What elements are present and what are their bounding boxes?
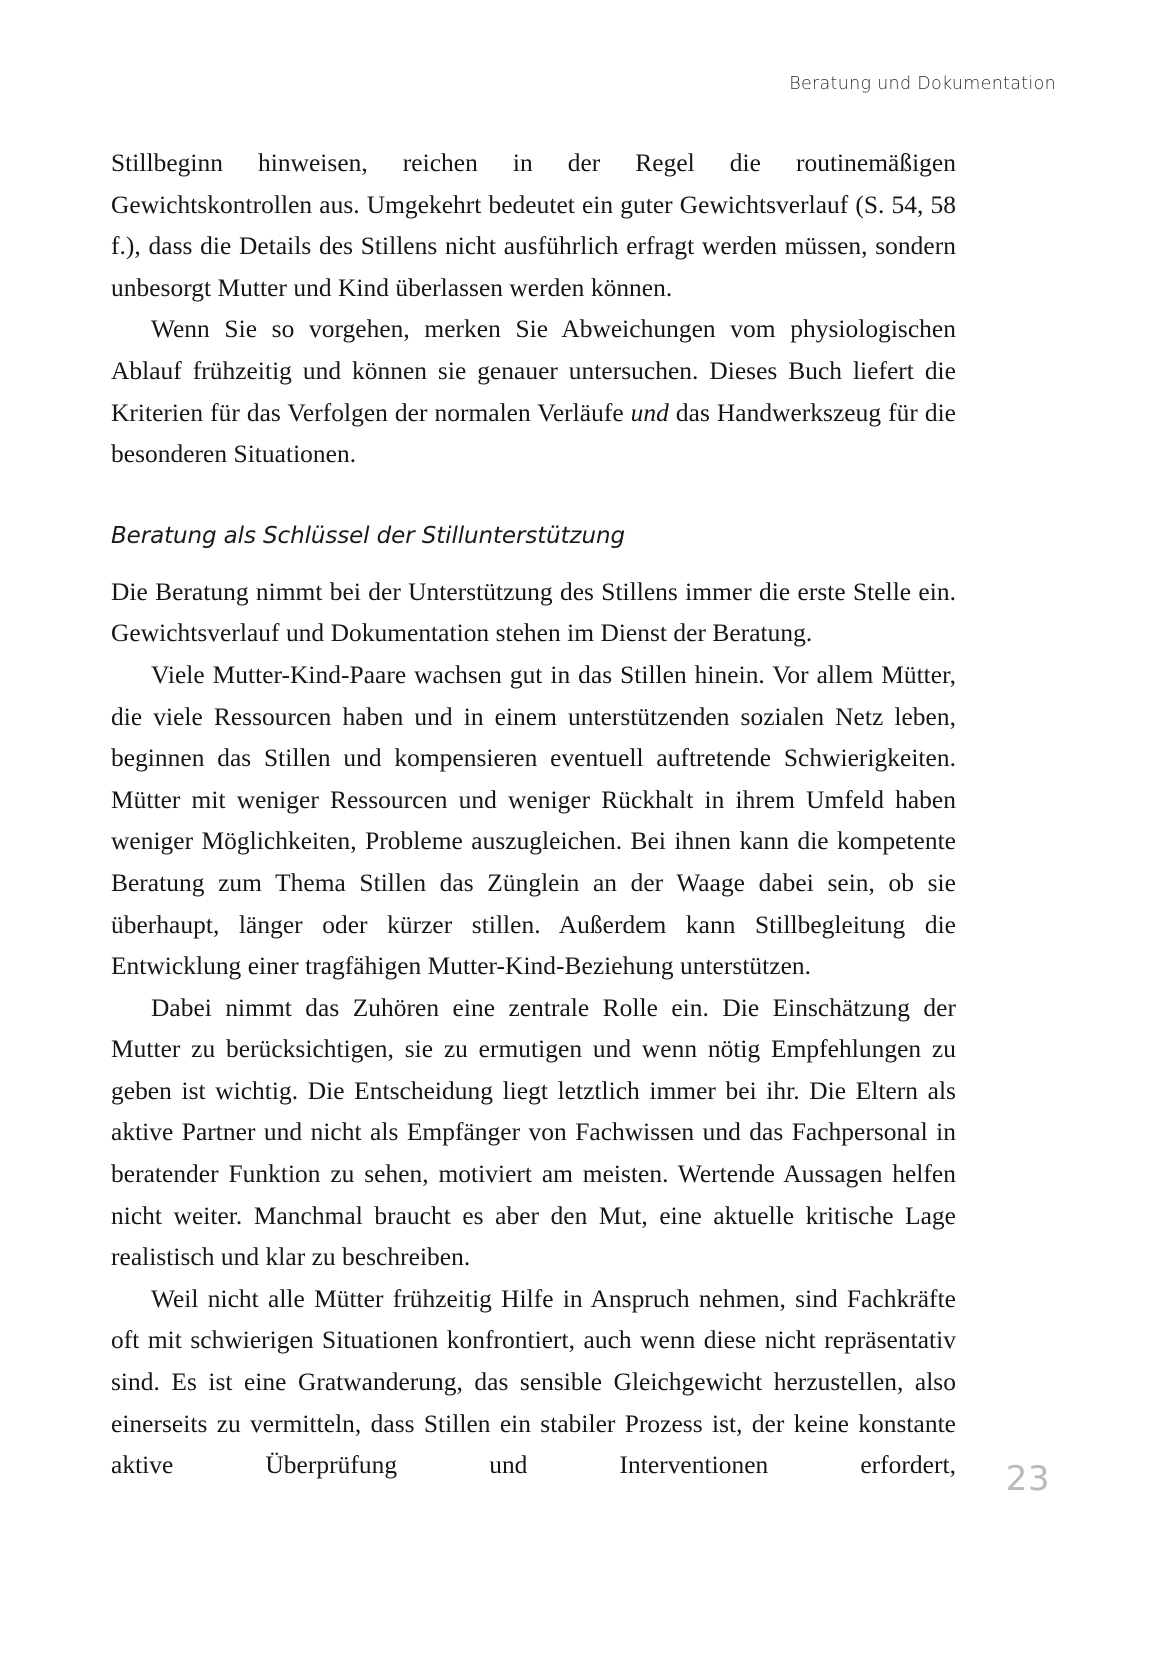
page-number: 23 — [1005, 1459, 1050, 1499]
paragraph-2-part-b: das Handwerkszeug für die besonderen Situationen. — [111, 398, 956, 469]
paragraph-3: Die Beratung nimmt bei der Unterstützung des Stillens immer die erste Stelle ein. Gewichtsverlauf und Dokumentation stehen im Dienst der Beratung. — [111, 577, 956, 648]
emphasis-und: und — [630, 398, 669, 427]
paragraph-2 — [111, 309, 956, 475]
spacer-after-subheading — [111, 552, 956, 572]
paragraph-2-part-a: Wenn Sie so vorgehen, merken Sie Abweichungen vom physiologischen Ablauf frühzeitig und können sie genauer untersuchen. Dieses Buch liefert die Kriterien für das Verfolgen der normalen Verläufe — [111, 315, 956, 427]
text-column — [111, 143, 956, 1528]
spacer-before-subheading — [111, 476, 956, 520]
paragraph-1: Stillbeginn hinweisen, reichen in der Regel die routinemäßigen Gewichtskontrollen aus. Umgekehrt bedeutet ein guter Gewichtsverlauf (S. 54, 58 f.), dass die Details des Stillens nicht ausführlich erfragt werden müssen, sondern unbesorgt Mutter und Kind überlassen werden können. — [111, 149, 956, 302]
running-head: Beratung und Dokumentation — [789, 74, 1056, 94]
paragraph-4: Viele Mutter-Kind-Paare wachsen gut in das Stillen hinein. Vor allem Mütter, die viele Ressourcen haben und in einem unterstützenden sozialen Netz leben, beginnen das Stillen und kompensieren eventuell auftretende Schwierigkeiten. Mütter mit weniger Ressourcen und weniger Rückhalt in ihrem Umfeld haben weniger Möglichkeiten, Probleme auszugleichen. Bei ihnen kann die kompetente Beratung zum Thema Stillen das Zünglein an der Waage dabei sein, ob sie überhaupt, länger oder kürzer stillen. Außerdem kann Stillbegleitung die Entwicklung einer tragfähigen Mutter-Kind-Beziehung unterstützen. — [111, 660, 956, 981]
paragraph-5: Dabei nimmt das Zuhören eine zentrale Rolle ein. Die Einschätzung der Mutter zu berücksichtigen, sie zu ermutigen und wenn nötig Empfehlungen zu geben ist wichtig. Die Entscheidung liegt letztlich immer bei ihr. Die Eltern als aktive Partner und nicht als Empfänger von Fachwissen und das Fachpersonal in beratender Funktion zu sehen, motiviert am meisten. Wertende Aussagen helfen nicht weiter. Manchmal braucht es aber den Mut, eine aktuelle kritische Lage realistisch und klar zu beschreiben. — [111, 993, 956, 1272]
section-subheading: Beratung als Schlüssel der Stillunterstützung — [111, 522, 625, 549]
paragraph-6: Weil nicht alle Mütter frühzeitig Hilfe in Anspruch nehmen, sind Fachkräfte oft mit schwierigen Situationen konfrontiert, auch wenn diese nicht repräsentativ sind. Es ist eine Gratwanderung, das sensible Gleichgewicht herzustellen, also einerseits zu vermitteln, dass Stillen ein stabiler Prozess ist, der keine konstante aktive Überprüfung und Interventionen erfordert, — [111, 1284, 956, 1480]
